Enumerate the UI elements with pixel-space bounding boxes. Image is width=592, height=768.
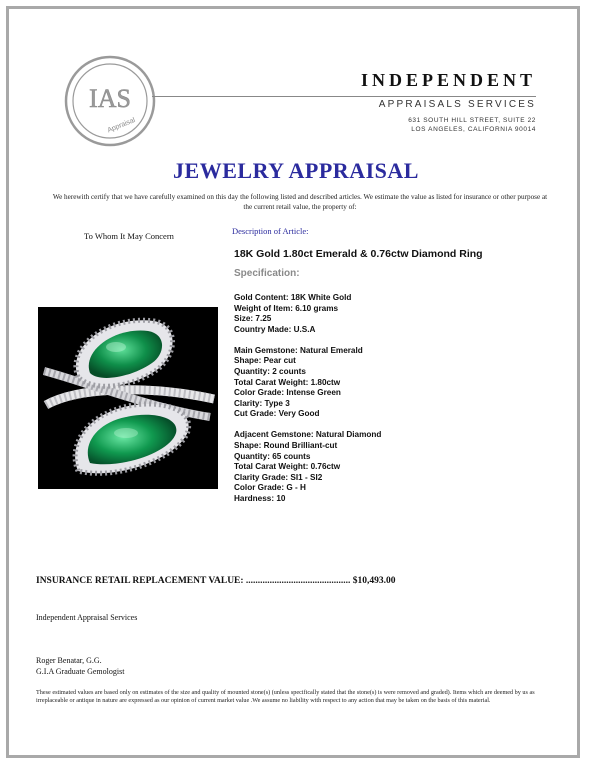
item-title: 18K Gold 1.80ct Emerald & 0.76ctw Diamond Ring bbox=[234, 248, 483, 260]
spec-line: Cut Grade: Very Good bbox=[234, 409, 320, 419]
spec-line: Size: 7.25 bbox=[234, 314, 272, 324]
signature-block bbox=[36, 656, 124, 677]
disclaimer-text: These estimated values are based only on estimates of the size and quality of mounted stone(s) (unless specifically stated that the stone(s) is were removed and graded). Items which are deemed by us as irreplaceable or antique in nature are expressed as our opinion of current market value .We assume no liability with respect to any action that may be taken on the basis of this material. bbox=[36, 689, 535, 705]
spec-line: Hardness: 10 bbox=[234, 493, 286, 503]
spec-line: Clarity Grade: SI1 - SI2 bbox=[234, 472, 323, 482]
company-subtitle: APPRAISALS SERVICES bbox=[378, 99, 536, 110]
specification-label: Specification: bbox=[234, 268, 300, 279]
spec-line: Adjacent Gemstone: Natural Diamond bbox=[234, 430, 382, 440]
spec-line: Weight of Item: 6.10 grams bbox=[234, 303, 339, 313]
signer-name: Roger Benatar, G.G. bbox=[36, 656, 102, 665]
document-title: JEWELRY APPRAISAL bbox=[173, 158, 419, 183]
company-name: INDEPENDENT bbox=[360, 70, 536, 90]
spec-group bbox=[234, 346, 381, 420]
spec-line: Total Carat Weight: 1.80ctw bbox=[234, 377, 341, 387]
description-label: Description of Article: bbox=[232, 226, 309, 236]
company-address bbox=[330, 116, 536, 134]
spec-line: Shape: Round Brilliant-cut bbox=[234, 440, 338, 450]
header-rule bbox=[152, 96, 536, 97]
spec-group bbox=[234, 430, 381, 504]
address-line-1: 631 SOUTH HILL STREET, SUITE 22 bbox=[408, 117, 536, 124]
spec-line: Main Gemstone: Natural Emerald bbox=[234, 345, 363, 355]
appraiser-company: Independent Appraisal Services bbox=[36, 613, 138, 622]
spec-line: Quantity: 2 counts bbox=[234, 366, 306, 376]
logo-ring-text: Appraisal bbox=[106, 116, 137, 135]
address-line-2: LOS ANGELES, CALIFORNIA 90014 bbox=[411, 126, 536, 133]
spec-line: Quantity: 65 counts bbox=[234, 451, 311, 461]
signer-title: G.I.A Graduate Gemologist bbox=[36, 666, 125, 676]
spec-line: Country Made: U.S.A bbox=[234, 324, 316, 334]
spec-group bbox=[234, 293, 381, 335]
spec-line: Shape: Pear cut bbox=[234, 356, 296, 366]
ias-logo bbox=[64, 55, 156, 147]
specifications bbox=[234, 293, 381, 515]
logo-monogram: IAS bbox=[89, 84, 131, 113]
ring-photo bbox=[38, 307, 218, 489]
intro-text: We herewith certify that we have carefully examined on this day the following listed and described articles. We estimate the value as listed for insurance or other purpose at the current retail value, the property of: bbox=[52, 193, 548, 211]
spec-line: Color Grade: Intense Green bbox=[234, 388, 341, 398]
spec-line: Gold Content: 18K White Gold bbox=[234, 293, 352, 302]
spec-line: Color Grade: G - H bbox=[234, 483, 306, 493]
spec-line: Clarity: Type 3 bbox=[234, 398, 290, 408]
spec-line: Total Carat Weight: 0.76ctw bbox=[234, 462, 341, 472]
insurance-value: INSURANCE RETAIL REPLACEMENT VALUE: ............................................ $10,493.00 bbox=[36, 576, 396, 586]
recipient: To Whom It May Concern bbox=[84, 231, 174, 241]
